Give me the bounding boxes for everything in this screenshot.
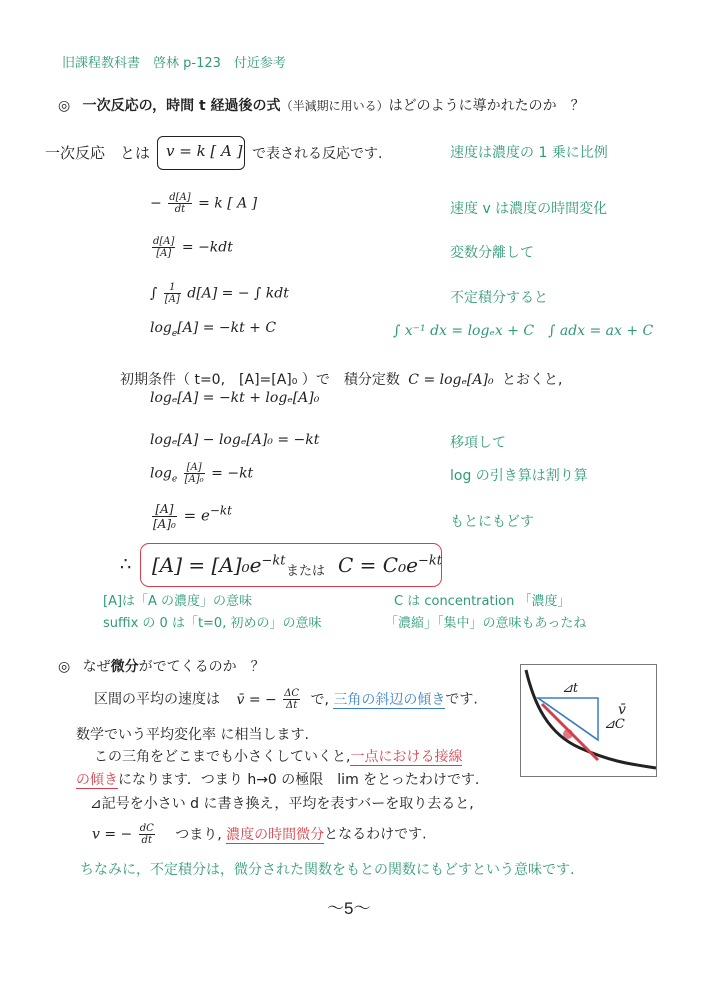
result-b: C = C₀e [338,553,418,577]
note-transpose: 移項して [450,435,506,451]
p3-text: この三角をどこまでも小さくしていくと, [94,749,351,765]
footnote-c-meaning: C は concentration 「濃度」 [394,594,571,609]
therefore-symbol: ∴ [120,554,132,575]
section2-heading [58,656,265,676]
figure-dc-label: ⊿C [604,717,625,732]
figure-v-label: v̄ [618,702,626,718]
result-equation-b [338,553,442,577]
p1-numerator: ΔC [284,688,300,699]
p6-denominator: dt [141,835,152,846]
footnote-concentrate: 「濃縮」「集中」の意味もあったね [385,616,587,631]
result-b-exponent: −kt [417,553,442,569]
note-indefinite-integral: 不定積分すると [450,290,548,306]
note-integral-formulas: ∫ x⁻¹ dx = logₑx + C ∫ adx = ax + C [393,323,654,339]
para-line-5: ⊿記号を小さい d に書き換え，平均を表すバーを取り去ると, [90,796,474,812]
equation-3 [150,282,289,305]
eq1-numerator: d[A] [169,192,191,203]
eq8-exponent: −kt [209,503,232,518]
p1-denominator: Δt [286,700,298,711]
heading-rest: はどのように導かれたのか ？ [388,98,585,114]
eq1-minus: − [150,195,162,212]
eq2-denominator: [A] [156,248,172,259]
p1-text-a: 区間の平均の速度は [94,691,220,708]
rate-law: v = k [ A ] [166,142,243,160]
heading-small: （半減期に用いる） [280,99,389,113]
result-a-exponent: −kt [261,553,286,569]
eq2-numerator: d[A] [153,236,175,247]
page-number: ～5～ [327,899,371,918]
para-line-3 [94,746,462,766]
eq4-rhs: [A] = −kt + C [177,320,277,336]
p4-text: になります．つまり h→0 の極限 lim をとったわけです. [118,772,480,788]
p1-math: v̄ = − [236,691,277,708]
eq8-numerator: [A] [152,502,177,517]
eq4-log: log [150,320,172,336]
para-line-2: 数学でいう平均変化率 に相当します. [76,727,309,743]
heading2-bold: 微分 [110,659,139,675]
result-or: または [286,564,326,579]
heading-mark: ◎ [58,98,71,114]
heading-bold: 一次反応の，時間 t 経過後の式 [82,98,281,114]
eq8-rhs: = e [183,506,210,525]
heading2-b: がでてくるのか ？ [138,659,265,675]
init-text: 初期条件（ t=0, [A]=[A]₀ ）で 積分定数 [120,372,400,388]
eq4-log-base: e [171,328,178,339]
eq7-log: log [150,465,172,482]
intro-text-b: で表される反応です. [252,146,383,162]
eq7-log-base: e [171,474,178,485]
eq2-rhs: = −kdt [181,239,233,256]
p4-slope-highlight: の傾き [76,772,118,788]
equation-7 [150,462,253,485]
p1-text-c: です. [445,691,478,708]
equation-1 [150,192,257,215]
note-rate-time-change: 速度 v は濃度の時間変化 [450,201,608,217]
para-line-1 [94,688,478,711]
figure-frame [521,665,657,777]
result-equation-a [152,553,285,577]
init-constant: C = logₑ[A]₀ [408,372,494,388]
heading2-mark: ◎ [58,659,71,675]
p1-slope-highlight: 三角の斜辺の傾き [333,691,446,708]
p6-derivative-highlight: 濃度の時間微分 [226,826,325,843]
equation-2 [150,236,233,259]
note-log-subtraction: log の引き算は割り算 [450,468,588,484]
eq7-rhs: = −kt [211,465,254,482]
section1-heading [58,95,585,115]
p6-math: v = − [92,826,133,843]
p1-text-b: で, [310,691,329,708]
eq1-rhs: = k [ A ] [198,195,258,212]
para-line-4 [76,769,479,789]
tangent-point [563,729,573,739]
tangent-figure [520,664,658,778]
init-tail: とおくと, [502,372,563,388]
equation-6: logₑ[A] − logₑ[A]₀ = −kt [150,432,320,448]
eq3-numerator: 1 [164,282,181,294]
footnote-suffix: suffix の 0 は「t=0, 初めの」の意味 [103,616,322,631]
eq3-denominator: [A] [164,294,180,305]
note-restore: もとにもどす [450,514,534,530]
result-a: [A] = [A]₀e [152,553,262,577]
p3-tangent-highlight: 一点における接線 [350,749,463,765]
equation-5: logₑ[A] = −kt + logₑ[A]₀ [150,390,320,406]
note-rate-proportional: 速度は濃度の 1 乗に比例 [450,145,608,161]
intro-text-a: 一次反応 とは [45,144,151,162]
eq3-rhs: d[A] = − ∫ kdt [187,285,289,302]
reference-note: 旧課程教科書 啓林 p-123 付近参考 [62,56,286,71]
p6-numerator: dC [139,823,154,834]
heading2-a: なぜ [82,659,111,675]
p6-text-a: つまり, [175,826,222,843]
eq7-denominator: [A]₀ [184,474,204,485]
note-separation: 変数分離して [450,245,534,261]
para-line-6 [92,823,427,846]
equation-8 [150,502,232,531]
eq7-numerator: [A] [184,462,205,474]
eq1-denominator: dt [174,204,186,215]
figure-dt-label: ⊿t [562,681,579,696]
eq3-integral: ∫ [150,285,158,302]
equation-4 [150,320,276,339]
footnote-a-meaning: [A]は「A の濃度」の意味 [103,594,253,609]
p6-text-b: となるわけです. [324,826,427,843]
eq8-denominator: [A]₀ [153,517,176,531]
initial-condition [120,369,562,389]
para-line-7: ちなみに，不定積分は，微分された関数をもとの関数にもどすという意味です. [80,862,575,878]
